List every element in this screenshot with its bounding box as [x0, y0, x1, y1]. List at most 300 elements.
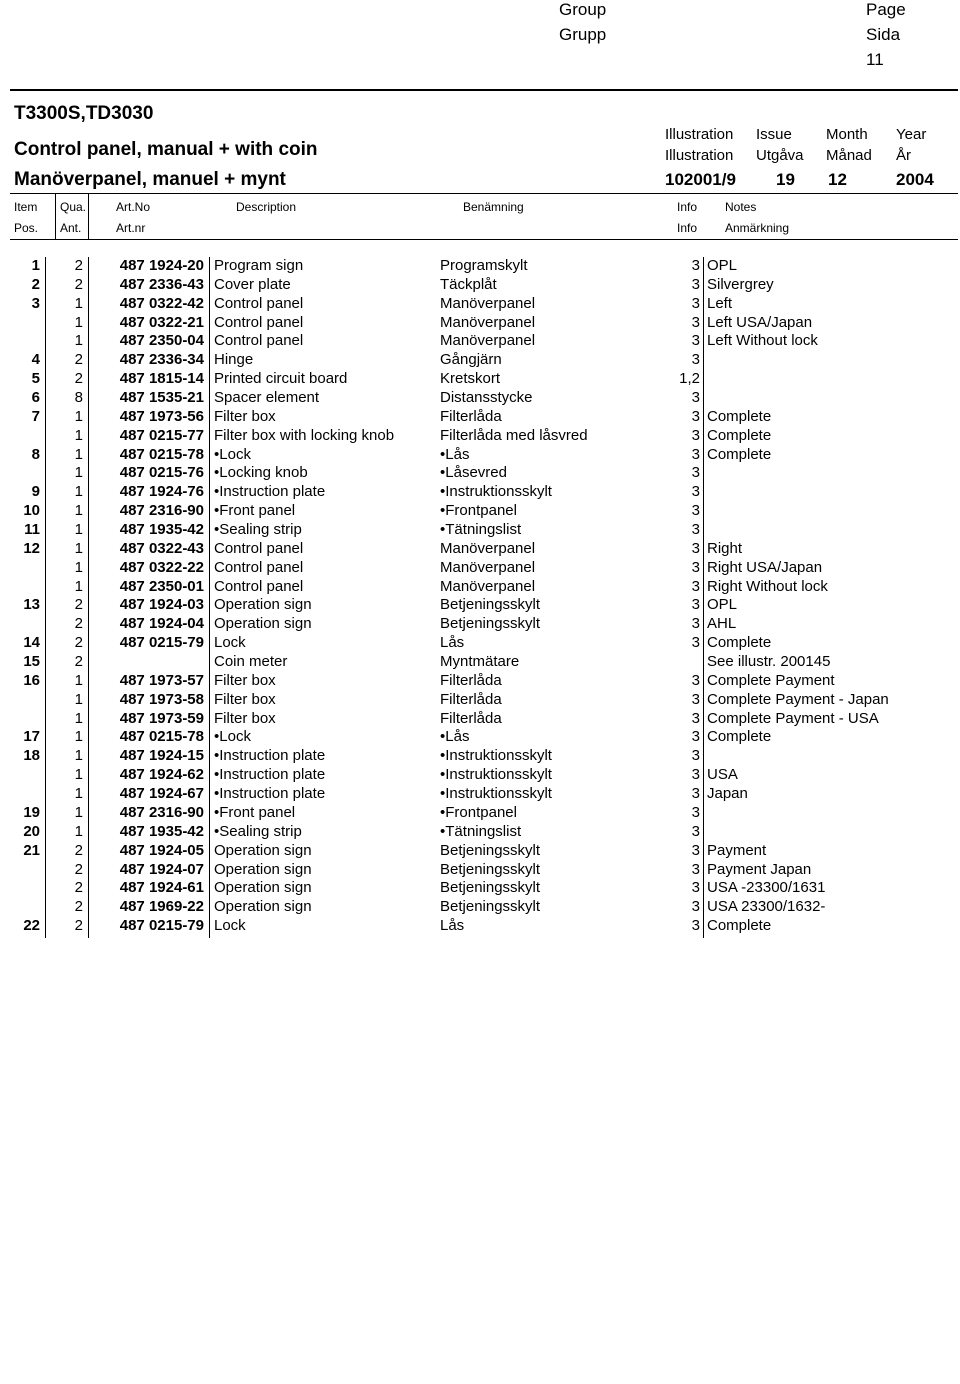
quantity: 2	[74, 615, 83, 633]
info: 3	[691, 558, 700, 576]
benamning: • Lås	[440, 728, 469, 747]
item-number: 4	[31, 351, 40, 369]
month-number: 12	[828, 170, 847, 189]
benamning: • Instruktionsskylt	[440, 747, 552, 766]
quantity: 1	[74, 521, 83, 539]
year-number: 2004	[896, 170, 934, 189]
col-item-sv: Pos.	[14, 221, 39, 235]
description: Filter box with locking knob	[214, 426, 395, 444]
article-number: 487 1973-59	[119, 709, 204, 727]
benamning: Betjeningsskylt	[440, 596, 541, 614]
table-row	[0, 898, 960, 917]
article-number: 487 1969-22	[119, 898, 204, 916]
quantity: 1	[74, 766, 83, 784]
description: Operation sign	[214, 879, 312, 897]
quantity: 1	[74, 464, 83, 482]
notes: Silvergrey	[707, 275, 774, 293]
quantity: 1	[74, 709, 83, 727]
info: 3	[691, 728, 700, 746]
benamning: Filterlåda	[440, 690, 502, 708]
benamning: Filterlåda	[440, 671, 502, 689]
quantity: 1	[74, 690, 83, 708]
notes: Complete	[707, 426, 772, 444]
item-number: 5	[31, 370, 40, 388]
description: Operation sign	[214, 898, 312, 916]
table-row	[0, 672, 960, 691]
page-number: 11	[866, 50, 884, 69]
table-row	[0, 521, 960, 540]
benamning: Myntmätare	[440, 653, 520, 671]
benamning: Kretskort	[440, 370, 501, 388]
table-row	[0, 861, 960, 880]
benamning: Lås	[440, 917, 465, 935]
table-row	[0, 502, 960, 521]
item-number: 7	[31, 407, 40, 425]
quantity: 2	[74, 860, 83, 878]
quantity: 2	[74, 653, 83, 671]
description: Lock	[214, 917, 246, 935]
benamning: Distansstycke	[440, 389, 533, 407]
item-number: 16	[23, 671, 40, 689]
benamning: Manöverpanel	[440, 558, 536, 576]
description: Coin meter	[214, 653, 288, 671]
illustration-label-sv: Illustration	[665, 147, 734, 164]
benamning: Betjeningsskylt	[440, 898, 541, 916]
quantity: 2	[74, 634, 83, 652]
article-number: 487 1973-57	[119, 671, 204, 689]
benamning: Manöverpanel	[440, 313, 536, 331]
article-number: 487 1935-42	[119, 822, 204, 840]
table-row	[0, 691, 960, 710]
col-notes-sv: Anmärkning	[725, 221, 790, 235]
benamning: • Låsevred	[440, 464, 507, 483]
description: Control panel	[214, 577, 304, 595]
info: 3	[691, 257, 700, 274]
table-row	[0, 710, 960, 729]
info: 3	[691, 898, 700, 916]
article-number: 487 0215-79	[119, 634, 204, 652]
article-number: 487 1924-03	[119, 596, 204, 614]
info: 3	[691, 539, 700, 557]
illustration-label: Illustration	[665, 126, 734, 143]
notes: Complete	[707, 728, 772, 746]
table-row	[0, 427, 960, 446]
title-rule	[10, 193, 958, 194]
article-number: 487 0322-42	[119, 294, 204, 312]
table-row	[0, 879, 960, 898]
quantity: 2	[74, 257, 83, 274]
quantity: 2	[74, 841, 83, 859]
quantity: 1	[74, 483, 83, 501]
description: • Instruction plate	[214, 766, 325, 785]
article-number: 487 2316-90	[119, 502, 204, 520]
info: 1,2	[679, 370, 700, 388]
quantity: 1	[74, 502, 83, 520]
table-row	[0, 747, 960, 766]
benamning: • Frontpanel	[440, 502, 517, 521]
info: 3	[691, 332, 700, 350]
model-title: T3300S,TD3030	[14, 103, 154, 124]
notes: OPL	[707, 257, 738, 274]
info: 3	[691, 917, 700, 935]
article-number: 487 0322-21	[119, 313, 204, 331]
info: 3	[691, 275, 700, 293]
info: 3	[691, 709, 700, 727]
table-row	[0, 351, 960, 370]
col-info: Info	[677, 200, 698, 214]
table-row	[0, 540, 960, 559]
item-number: 8	[31, 445, 40, 463]
description: Program sign	[214, 257, 304, 274]
col-sep-2	[88, 194, 89, 239]
item-number: 18	[23, 747, 40, 765]
info: 3	[691, 407, 700, 425]
article-number: 487 1935-42	[119, 521, 204, 539]
item-number: 14	[23, 634, 40, 652]
description: • Lock	[214, 446, 251, 465]
col-item: Item	[14, 200, 38, 214]
item-number: 10	[23, 502, 40, 520]
description: • Sealing strip	[214, 823, 302, 842]
article-number: 487 1924-20	[119, 257, 204, 274]
table-row	[0, 842, 960, 861]
notes: Complete Payment - Japan	[707, 690, 889, 708]
description: Control panel	[214, 294, 304, 312]
description: Operation sign	[214, 841, 312, 859]
table-row	[0, 728, 960, 747]
item-number: 12	[23, 539, 40, 557]
description: Hinge	[214, 351, 254, 369]
info: 3	[691, 596, 700, 614]
info: 3	[691, 502, 700, 520]
page-label-sv: Sida	[866, 25, 901, 44]
description: Spacer element	[214, 389, 320, 407]
table-row	[0, 578, 960, 597]
benamning: • Frontpanel	[440, 804, 517, 823]
benamning: Manöverpanel	[440, 332, 536, 350]
quantity: 2	[74, 898, 83, 916]
info: 3	[691, 464, 700, 482]
article-number: 487 2316-90	[119, 803, 204, 821]
notes: USA 23300/1632-	[707, 898, 826, 916]
col-qty: Qua.	[60, 200, 87, 214]
notes: USA -23300/1631	[707, 879, 826, 897]
col-benamning: Benämning	[463, 200, 524, 214]
header-rule-top	[10, 89, 958, 91]
description: Cover plate	[214, 275, 291, 293]
notes: Left Without lock	[707, 332, 818, 350]
benamning: Filterlåda	[440, 709, 502, 727]
benamning: Manöverpanel	[440, 294, 536, 312]
description: • Instruction plate	[214, 747, 325, 766]
benamning: Betjeningsskylt	[440, 841, 541, 859]
benamning: • Instruktionsskylt	[440, 785, 552, 804]
month-label: Month	[826, 126, 868, 143]
article-number: 487 1924-15	[119, 747, 204, 765]
quantity: 2	[74, 351, 83, 369]
title-en: Control panel, manual + with coin	[14, 139, 318, 160]
description: • Front panel	[214, 502, 295, 521]
info: 3	[691, 671, 700, 689]
description: Control panel	[214, 313, 304, 331]
info: 3	[691, 445, 700, 463]
article-number: 487 0215-77	[119, 426, 204, 444]
article-number: 487 1924-04	[119, 615, 204, 633]
article-number: 487 0322-43	[119, 539, 204, 557]
item-number: 19	[23, 803, 40, 821]
benamning: Lås	[440, 634, 465, 652]
article-number: 487 2350-01	[119, 577, 204, 595]
info: 3	[691, 822, 700, 840]
header-rule-bottom	[10, 239, 958, 240]
article-number: 487 1924-07	[119, 860, 204, 878]
quantity: 1	[74, 728, 83, 746]
article-number: 487 0215-78	[119, 445, 204, 463]
table-row	[0, 653, 960, 672]
table-row	[0, 917, 960, 936]
info: 3	[691, 294, 700, 312]
table-row	[0, 464, 960, 483]
item-number: 20	[23, 822, 40, 840]
quantity: 2	[74, 275, 83, 293]
notes: Right Without lock	[707, 577, 828, 595]
article-number: 487 1973-56	[119, 407, 204, 425]
description: Printed circuit board	[214, 370, 348, 388]
item-number: 2	[31, 275, 40, 293]
description: Operation sign	[214, 596, 312, 614]
notes: See illustr. 200145	[707, 653, 831, 671]
col-qty-sv: Ant.	[60, 221, 82, 235]
group-label: Group	[559, 0, 607, 19]
benamning: Manöverpanel	[440, 539, 536, 557]
info: 3	[691, 634, 700, 652]
quantity: 1	[74, 822, 83, 840]
benamning: Täckplåt	[440, 275, 497, 293]
article-number: 487 2336-43	[119, 275, 204, 293]
table-row	[0, 408, 960, 427]
notes: Complete	[707, 407, 772, 425]
quantity: 1	[74, 407, 83, 425]
info: 3	[691, 615, 700, 633]
table-row	[0, 823, 960, 842]
info: 3	[691, 521, 700, 539]
benamning: Betjeningsskylt	[440, 615, 541, 633]
table-row	[0, 314, 960, 333]
article-number: 487 1924-62	[119, 766, 204, 784]
description: Lock	[214, 634, 246, 652]
description: Filter box	[214, 407, 276, 425]
info: 3	[691, 747, 700, 765]
quantity: 1	[74, 558, 83, 576]
quantity: 1	[74, 785, 83, 803]
item-number: 15	[23, 653, 40, 671]
table-row	[0, 446, 960, 465]
illustration-number: 102001/9	[665, 170, 736, 189]
benamning: Programskylt	[440, 257, 528, 274]
notes: Right USA/Japan	[707, 558, 823, 576]
notes: OPL	[707, 596, 738, 614]
article-number: 487 0215-79	[119, 917, 204, 935]
group-label-sv: Grupp	[559, 25, 607, 44]
description: Filter box	[214, 690, 276, 708]
col-art: Art.No	[116, 200, 151, 214]
article-number: 487 1924-05	[119, 841, 204, 859]
table-row	[0, 483, 960, 502]
item-number: 3	[31, 294, 40, 312]
notes: Right	[707, 539, 743, 557]
benamning: Gångjärn	[440, 351, 502, 369]
item-number: 9	[31, 483, 40, 501]
quantity: 1	[74, 803, 83, 821]
article-number: 487 2336-34	[119, 351, 204, 369]
description: • Instruction plate	[214, 785, 325, 804]
table-row	[0, 332, 960, 351]
quantity: 1	[74, 426, 83, 444]
notes: Complete Payment	[707, 671, 835, 689]
parts-table	[0, 257, 960, 936]
notes: Left	[707, 294, 733, 312]
quantity: 8	[74, 389, 83, 407]
notes: Japan	[707, 785, 748, 803]
notes: USA	[707, 766, 738, 784]
notes: Left USA/Japan	[707, 313, 813, 331]
item-number: 13	[23, 596, 40, 614]
description: Operation sign	[214, 615, 312, 633]
description: Filter box	[214, 671, 276, 689]
year-label-sv: År	[896, 147, 911, 164]
table-row	[0, 766, 960, 785]
item-number: 6	[31, 389, 40, 407]
col-sep-1	[55, 194, 56, 239]
col-description: Description	[236, 200, 297, 214]
article-number: 487 1924-61	[119, 879, 204, 897]
description: Operation sign	[214, 860, 312, 878]
table-row	[0, 559, 960, 578]
notes: Complete	[707, 445, 772, 463]
col-notes: Notes	[725, 200, 757, 214]
quantity: 2	[74, 879, 83, 897]
info: 3	[691, 313, 700, 331]
description: • Instruction plate	[214, 483, 325, 502]
table-row	[0, 295, 960, 314]
title-sv: Manöverpanel, manuel + mynt	[14, 169, 286, 190]
item-number: 11	[24, 521, 40, 539]
item-number: 21	[23, 841, 40, 859]
quantity: 2	[74, 596, 83, 614]
notes: Complete	[707, 917, 772, 935]
info: 3	[691, 785, 700, 803]
info: 3	[691, 690, 700, 708]
info: 3	[691, 389, 700, 407]
table-row	[0, 276, 960, 295]
article-number: 487 1815-14	[119, 370, 204, 388]
quantity: 2	[74, 917, 83, 935]
article-number: 487 0215-78	[119, 728, 204, 746]
info: 3	[691, 860, 700, 878]
description: • Front panel	[214, 804, 295, 823]
issue-label-sv: Utgåva	[756, 147, 804, 164]
article-number: 487 2350-04	[119, 332, 204, 350]
benamning: Betjeningsskylt	[440, 879, 541, 897]
benamning: Manöverpanel	[440, 577, 536, 595]
benamning: • Lås	[440, 446, 469, 465]
benamning: Filterlåda med låsvred	[440, 426, 588, 444]
quantity: 1	[74, 577, 83, 595]
article-number: 487 1973-58	[119, 690, 204, 708]
col-art-sv: Art.nr	[116, 221, 146, 235]
info: 3	[691, 766, 700, 784]
benamning: • Instruktionsskylt	[440, 483, 552, 502]
article-number: 487 0215-76	[119, 464, 204, 482]
description: • Lock	[214, 728, 251, 747]
table-row	[0, 615, 960, 634]
table-row	[0, 257, 960, 276]
table-row	[0, 785, 960, 804]
notes: AHL	[707, 615, 737, 633]
year-label: Year	[896, 126, 927, 143]
info: 3	[691, 351, 700, 369]
benamning: Filterlåda	[440, 407, 502, 425]
notes: Complete Payment - USA	[707, 709, 879, 727]
quantity: 1	[74, 294, 83, 312]
info: 3	[691, 483, 700, 501]
info: 3	[691, 841, 700, 859]
quantity: 1	[74, 671, 83, 689]
quantity: 1	[74, 445, 83, 463]
item-number: 17	[23, 728, 40, 746]
article-number: 487 1535-21	[119, 389, 204, 407]
month-label-sv: Månad	[826, 147, 872, 164]
issue-number: 19	[776, 170, 795, 189]
info: 3	[691, 879, 700, 897]
quantity: 1	[74, 332, 83, 350]
item-number: 22	[23, 917, 40, 935]
benamning: Betjeningsskylt	[440, 860, 541, 878]
table-row	[0, 634, 960, 653]
info: 3	[691, 426, 700, 444]
description: Control panel	[214, 558, 304, 576]
issue-label: Issue	[756, 126, 792, 143]
article-number: 487 0322-22	[119, 558, 204, 576]
quantity: 1	[74, 313, 83, 331]
description: • Sealing strip	[214, 521, 302, 540]
notes: Payment Japan	[707, 860, 812, 878]
info: 3	[691, 577, 700, 595]
col-info-sv: Info	[677, 221, 698, 235]
info: 3	[691, 803, 700, 821]
quantity: 1	[74, 539, 83, 557]
page-label: Page	[866, 0, 906, 19]
benamning: • Tätningslist	[440, 521, 521, 540]
table-row	[0, 389, 960, 408]
description: Filter box	[214, 709, 276, 727]
notes: Payment	[707, 841, 767, 859]
table-row	[0, 804, 960, 823]
description: Control panel	[214, 332, 304, 350]
quantity: 1	[74, 747, 83, 765]
benamning: • Tätningslist	[440, 823, 521, 842]
benamning: • Instruktionsskylt	[440, 766, 552, 785]
description: Control panel	[214, 539, 304, 557]
article-number: 487 1924-67	[119, 785, 204, 803]
item-number: 1	[31, 257, 40, 274]
table-row	[0, 596, 960, 615]
quantity: 2	[74, 370, 83, 388]
table-row	[0, 370, 960, 389]
notes: Complete	[707, 634, 772, 652]
description: • Locking knob	[214, 464, 308, 483]
article-number: 487 1924-76	[119, 483, 204, 501]
